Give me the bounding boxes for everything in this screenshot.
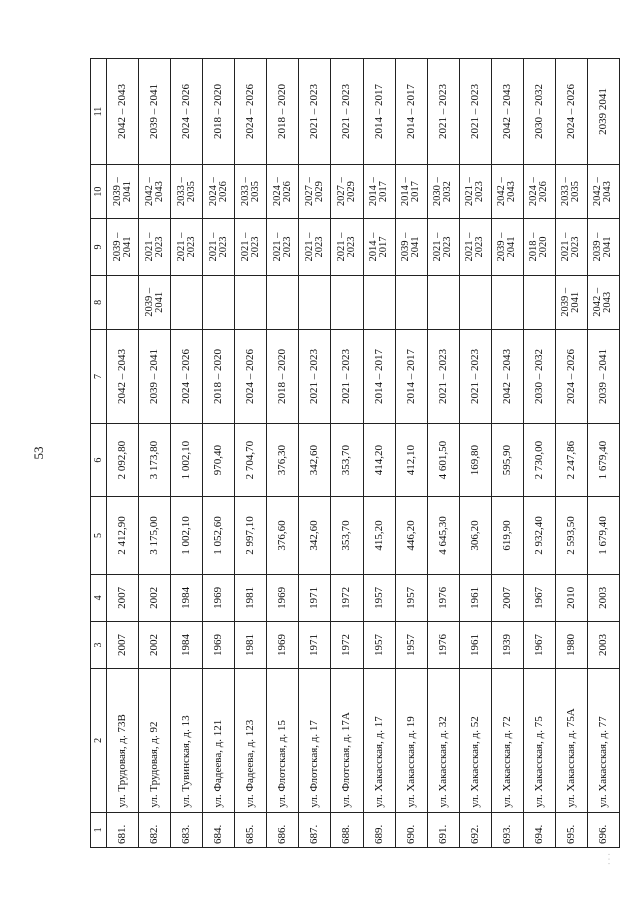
living-area-cell: 1 679,40: [587, 424, 619, 497]
address-cell: ул. Флотская, д. 17: [299, 669, 331, 813]
period-c9-cell: [203, 219, 235, 276]
row-number: 683.: [171, 812, 203, 847]
period-c8-cell: [427, 275, 459, 329]
period-line: 2043: [506, 181, 518, 203]
period-line: 2023: [474, 236, 486, 258]
period-line: 2041: [570, 291, 582, 313]
period-c10-cell: [299, 165, 331, 219]
period-line: 2042 –: [592, 177, 604, 207]
column-number-5: 5: [91, 497, 107, 575]
period-c10-cell: [427, 165, 459, 219]
year-built-cell: 1971: [299, 621, 331, 668]
period-line: 2021 –: [560, 232, 572, 262]
address-cell: ул. Хакасская, д. 17: [363, 669, 395, 813]
total-area-cell: 619,90: [491, 497, 523, 575]
table-row: [267, 59, 299, 848]
row-number: 688.: [331, 812, 363, 847]
repair-period-cell: 2024 – 2026: [235, 329, 267, 423]
year-built-cell: 2007: [107, 621, 139, 668]
period-line: 2033 –: [175, 177, 187, 207]
year-built-cell: 1984: [171, 621, 203, 668]
period-line: 2039 –: [111, 177, 123, 207]
period-c10-cell: [395, 165, 427, 219]
repair-period-cell: 2021 – 2023: [427, 329, 459, 423]
period-line: 2023: [474, 181, 486, 203]
row-number: 686.: [267, 812, 299, 847]
repair-period-cell: 2014 – 2017: [395, 329, 427, 423]
period-line: 2039 –: [560, 287, 572, 317]
period-c10-cell: [459, 165, 491, 219]
year-commissioned-cell: 1969: [267, 574, 299, 621]
final-period-cell: 2024 – 2026: [171, 59, 203, 165]
total-area-cell: 1 002,10: [171, 497, 203, 575]
final-period-cell: 2039 2041: [587, 59, 619, 165]
period-line: 2033 –: [239, 177, 251, 207]
total-area-cell: 376,60: [267, 497, 299, 575]
year-built-cell: 1969: [267, 621, 299, 668]
address-cell: ул. Фадеева, д. 121: [203, 669, 235, 813]
period-line: 2020: [538, 236, 550, 258]
living-area-cell: 2 092,80: [107, 424, 139, 497]
period-c10-cell: [267, 165, 299, 219]
column-number-4: 4: [91, 574, 107, 621]
year-commissioned-cell: 2007: [491, 574, 523, 621]
table-row: [395, 59, 427, 848]
year-built-cell: 1980: [555, 621, 587, 668]
final-period-cell: 2042 – 2043: [491, 59, 523, 165]
period-line: 2023: [185, 236, 197, 258]
period-c9-cell: [299, 219, 331, 276]
period-c9-cell: [171, 219, 203, 276]
column-number-row: [91, 59, 107, 848]
period-c10-cell: [139, 165, 171, 219]
repair-period-cell: 2030 – 2032: [523, 329, 555, 423]
period-c8-cell: [171, 275, 203, 329]
address-cell: ул. Флотская, д. 15: [267, 669, 299, 813]
period-line: 2041: [410, 236, 422, 258]
final-period-cell: 2018 – 2020: [203, 59, 235, 165]
rotated-table-wrapper: [90, 58, 620, 848]
scan-mark: · · ·: [605, 853, 614, 865]
period-line: 2041: [121, 181, 133, 203]
period-line: 2023: [313, 236, 325, 258]
period-line: 2043: [602, 291, 614, 313]
repair-period-cell: 2042 – 2043: [491, 329, 523, 423]
period-c9-cell: [427, 219, 459, 276]
total-area-cell: 446,20: [395, 497, 427, 575]
period-line: 2023: [442, 236, 454, 258]
period-line: 2039 –: [592, 232, 604, 262]
period-c9-cell: [395, 219, 427, 276]
column-number-2: 2: [91, 669, 107, 813]
year-commissioned-cell: 1957: [395, 574, 427, 621]
repair-period-cell: 2021 – 2023: [331, 329, 363, 423]
period-c9-cell: [235, 219, 267, 276]
year-commissioned-cell: 2003: [587, 574, 619, 621]
period-line: 2021 –: [464, 232, 476, 262]
total-area-cell: 342,60: [299, 497, 331, 575]
year-commissioned-cell: 1981: [235, 574, 267, 621]
table-row: [459, 59, 491, 848]
period-c8-cell: [587, 275, 619, 329]
living-area-cell: 342,60: [299, 424, 331, 497]
period-line: 2017: [410, 181, 422, 203]
period-c8-cell: [523, 275, 555, 329]
repair-period-cell: 2018 – 2020: [267, 329, 299, 423]
period-line: 2024 –: [207, 177, 219, 207]
table-row: [235, 59, 267, 848]
address-cell: ул. Хакасская, д. 32: [427, 669, 459, 813]
year-built-cell: 2003: [587, 621, 619, 668]
period-line: 2027 –: [335, 177, 347, 207]
address-cell: ул. Хакасская, д. 75А: [555, 669, 587, 813]
total-area-cell: 2 593,50: [555, 497, 587, 575]
year-commissioned-cell: 1969: [203, 574, 235, 621]
period-c8-cell: [203, 275, 235, 329]
period-line: 2021 –: [207, 232, 219, 262]
row-number: 691.: [427, 812, 459, 847]
period-line: 2027 –: [303, 177, 315, 207]
year-commissioned-cell: 2002: [139, 574, 171, 621]
repair-period-cell: 2014 – 2017: [363, 329, 395, 423]
period-line: 2042 –: [143, 177, 155, 207]
address-cell: ул. Хакасская, д. 52: [459, 669, 491, 813]
year-commissioned-cell: 1967: [523, 574, 555, 621]
year-commissioned-cell: 2010: [555, 574, 587, 621]
year-commissioned-cell: 1971: [299, 574, 331, 621]
final-period-cell: 2014 – 2017: [395, 59, 427, 165]
housing-repair-table: [90, 58, 620, 848]
living-area-cell: 376,30: [267, 424, 299, 497]
final-period-cell: 2018 – 2020: [267, 59, 299, 165]
year-built-cell: 1967: [523, 621, 555, 668]
table-row: [555, 59, 587, 848]
repair-period-cell: 2039 – 2041: [139, 329, 171, 423]
period-line: 2017: [378, 181, 390, 203]
column-number-1: 1: [91, 812, 107, 847]
period-line: 2026: [217, 181, 229, 203]
period-c10-cell: [331, 165, 363, 219]
row-number: 694.: [523, 812, 555, 847]
year-commissioned-cell: 1984: [171, 574, 203, 621]
period-line: 2029: [313, 181, 325, 203]
period-line: 2039 –: [143, 287, 155, 317]
total-area-cell: 353,70: [331, 497, 363, 575]
period-c10-cell: [235, 165, 267, 219]
final-period-cell: 2021 – 2023: [459, 59, 491, 165]
period-c8-cell: [267, 275, 299, 329]
period-line: 2021 –: [143, 232, 155, 262]
column-number-6: 6: [91, 424, 107, 497]
row-number: 689.: [363, 812, 395, 847]
period-line: 2043: [602, 181, 614, 203]
living-area-cell: 353,70: [331, 424, 363, 497]
period-c8-cell: [299, 275, 331, 329]
repair-period-cell: 2024 – 2026: [171, 329, 203, 423]
period-c9-cell: [331, 219, 363, 276]
total-area-cell: 4 645,30: [427, 497, 459, 575]
living-area-cell: 412,10: [395, 424, 427, 497]
year-built-cell: 2002: [139, 621, 171, 668]
final-period-cell: 2042 – 2043: [107, 59, 139, 165]
period-c8-cell: [555, 275, 587, 329]
period-c8-cell: [107, 275, 139, 329]
period-line: 2024 –: [271, 177, 283, 207]
living-area-cell: 970,40: [203, 424, 235, 497]
period-c10-cell: [555, 165, 587, 219]
final-period-cell: 2021 – 2023: [427, 59, 459, 165]
period-c10-cell: [171, 165, 203, 219]
period-line: 2023: [570, 236, 582, 258]
period-line: 2026: [538, 181, 550, 203]
table-row: [171, 59, 203, 848]
row-number: 695.: [555, 812, 587, 847]
table-row: [139, 59, 171, 848]
period-c8-cell: [395, 275, 427, 329]
row-number: 685.: [235, 812, 267, 847]
total-area-cell: 3 175,00: [139, 497, 171, 575]
period-line: 2042 –: [592, 287, 604, 317]
period-line: 2033 –: [560, 177, 572, 207]
period-c8-cell: [331, 275, 363, 329]
living-area-cell: 2 704,70: [235, 424, 267, 497]
period-c8-cell: [459, 275, 491, 329]
year-built-cell: 1957: [395, 621, 427, 668]
period-line: 2021 –: [464, 177, 476, 207]
table-row: [587, 59, 619, 848]
period-line: 2023: [281, 236, 293, 258]
repair-period-cell: 2018 – 2020: [203, 329, 235, 423]
address-cell: ул. Хакасская, д. 75: [523, 669, 555, 813]
living-area-cell: 414,20: [363, 424, 395, 497]
table-row: [203, 59, 235, 848]
final-period-cell: 2024 – 2026: [555, 59, 587, 165]
address-cell: ул. Тувинская, д. 13: [171, 669, 203, 813]
living-area-cell: 169,80: [459, 424, 491, 497]
address-cell: ул. Флотская, д. 17А: [331, 669, 363, 813]
table-row: [427, 59, 459, 848]
row-number: 696.: [587, 812, 619, 847]
column-number-9: 9: [91, 219, 107, 276]
period-line: 2026: [281, 181, 293, 203]
table-row: [107, 59, 139, 848]
row-number: 693.: [491, 812, 523, 847]
row-number: 687.: [299, 812, 331, 847]
period-line: 2041: [153, 291, 165, 313]
year-built-cell: 1939: [491, 621, 523, 668]
period-c10-cell: [523, 165, 555, 219]
repair-period-cell: 2021 – 2023: [299, 329, 331, 423]
period-line: 2032: [442, 181, 454, 203]
final-period-cell: 2024 – 2026: [235, 59, 267, 165]
period-line: 2035: [249, 181, 261, 203]
period-line: 2042 –: [496, 177, 508, 207]
total-area-cell: 2 412,90: [107, 497, 139, 575]
period-line: 2030 –: [432, 177, 444, 207]
year-commissioned-cell: 1961: [459, 574, 491, 621]
living-area-cell: 1 002,10: [171, 424, 203, 497]
period-line: 2021 –: [271, 232, 283, 262]
row-number: 681.: [107, 812, 139, 847]
total-area-cell: 2 997,10: [235, 497, 267, 575]
final-period-cell: 2021 – 2023: [299, 59, 331, 165]
period-line: 2014 –: [368, 177, 380, 207]
period-line: 2014 –: [368, 232, 380, 262]
period-c9-cell: [107, 219, 139, 276]
period-line: 2014 –: [400, 177, 412, 207]
row-number: 684.: [203, 812, 235, 847]
period-c9-cell: [139, 219, 171, 276]
column-number-3: 3: [91, 621, 107, 668]
table-row: [331, 59, 363, 848]
living-area-cell: 2 247,86: [555, 424, 587, 497]
row-number: 682.: [139, 812, 171, 847]
period-line: 2021 –: [432, 232, 444, 262]
period-c9-cell: [363, 219, 395, 276]
year-built-cell: 1976: [427, 621, 459, 668]
period-c9-cell: [555, 219, 587, 276]
final-period-cell: 2014 – 2017: [363, 59, 395, 165]
period-line: 2035: [185, 181, 197, 203]
period-line: 2024 –: [528, 177, 540, 207]
period-c9-cell: [267, 219, 299, 276]
table-row: [491, 59, 523, 848]
period-c10-cell: [203, 165, 235, 219]
total-area-cell: 1 679,40: [587, 497, 619, 575]
period-line: 2041: [121, 236, 133, 258]
table-body: [107, 59, 620, 848]
period-c10-cell: [491, 165, 523, 219]
address-cell: ул. Трудовая, д. 92: [139, 669, 171, 813]
address-cell: ул. Трудовая, д. 73В: [107, 669, 139, 813]
period-line: 2035: [570, 181, 582, 203]
address-cell: ул. Хакасская, д. 19: [395, 669, 427, 813]
period-c8-cell: [363, 275, 395, 329]
table-row: [363, 59, 395, 848]
column-number-11: 11: [91, 59, 107, 165]
period-line: 2023: [217, 236, 229, 258]
living-area-cell: 595,90: [491, 424, 523, 497]
period-c8-cell: [235, 275, 267, 329]
year-built-cell: 1957: [363, 621, 395, 668]
row-number: 690.: [395, 812, 427, 847]
column-number-7: 7: [91, 329, 107, 423]
final-period-cell: 2039 – 2041: [139, 59, 171, 165]
total-area-cell: 415,20: [363, 497, 395, 575]
period-line: 2023: [153, 236, 165, 258]
year-commissioned-cell: 1972: [331, 574, 363, 621]
final-period-cell: 2030 – 2032: [523, 59, 555, 165]
table-row: [523, 59, 555, 848]
period-line: 2043: [153, 181, 165, 203]
period-c10-cell: [107, 165, 139, 219]
repair-period-cell: 2024 – 2026: [555, 329, 587, 423]
table-row: [299, 59, 331, 848]
repair-period-cell: 2021 – 2023: [459, 329, 491, 423]
period-c10-cell: [363, 165, 395, 219]
repair-period-cell: 2039 – 2041: [587, 329, 619, 423]
period-line: 2021 –: [303, 232, 315, 262]
repair-period-cell: 2042 – 2043: [107, 329, 139, 423]
period-line: 2029: [345, 181, 357, 203]
address-cell: ул. Хакасская, д. 72: [491, 669, 523, 813]
total-area-cell: 2 932,40: [523, 497, 555, 575]
final-period-cell: 2021 – 2023: [331, 59, 363, 165]
period-c9-cell: [459, 219, 491, 276]
year-built-cell: 1961: [459, 621, 491, 668]
period-line: 2021 –: [175, 232, 187, 262]
period-line: 2039 –: [496, 232, 508, 262]
total-area-cell: 306,20: [459, 497, 491, 575]
period-c9-cell: [523, 219, 555, 276]
living-area-cell: 2 730,00: [523, 424, 555, 497]
year-commissioned-cell: 1976: [427, 574, 459, 621]
period-line: 2021 –: [335, 232, 347, 262]
period-c9-cell: [491, 219, 523, 276]
year-built-cell: 1969: [203, 621, 235, 668]
address-cell: ул. Фадеева, д. 123: [235, 669, 267, 813]
period-line: 2018 –: [528, 232, 540, 262]
year-commissioned-cell: 2007: [107, 574, 139, 621]
period-c9-cell: [587, 219, 619, 276]
living-area-cell: 3 173,80: [139, 424, 171, 497]
period-c8-cell: [491, 275, 523, 329]
period-line: 2041: [602, 236, 614, 258]
period-line: 2021 –: [239, 232, 251, 262]
living-area-cell: 4 601,50: [427, 424, 459, 497]
total-area-cell: 1 052,60: [203, 497, 235, 575]
period-c10-cell: [587, 165, 619, 219]
period-line: 2017: [378, 236, 390, 258]
address-cell: ул. Хакасская, д. 77: [587, 669, 619, 813]
year-built-cell: 1981: [235, 621, 267, 668]
page-number: 53: [31, 446, 46, 460]
year-built-cell: 1972: [331, 621, 363, 668]
period-line: 2023: [249, 236, 261, 258]
period-line: 2039 –: [400, 232, 412, 262]
year-commissioned-cell: 1957: [363, 574, 395, 621]
period-line: 2023: [345, 236, 357, 258]
period-c8-cell: [139, 275, 171, 329]
period-line: 2041: [506, 236, 518, 258]
column-number-8: 8: [91, 275, 107, 329]
column-number-10: 10: [91, 165, 107, 219]
row-number: 692.: [459, 812, 491, 847]
period-line: 2039 –: [111, 232, 123, 262]
